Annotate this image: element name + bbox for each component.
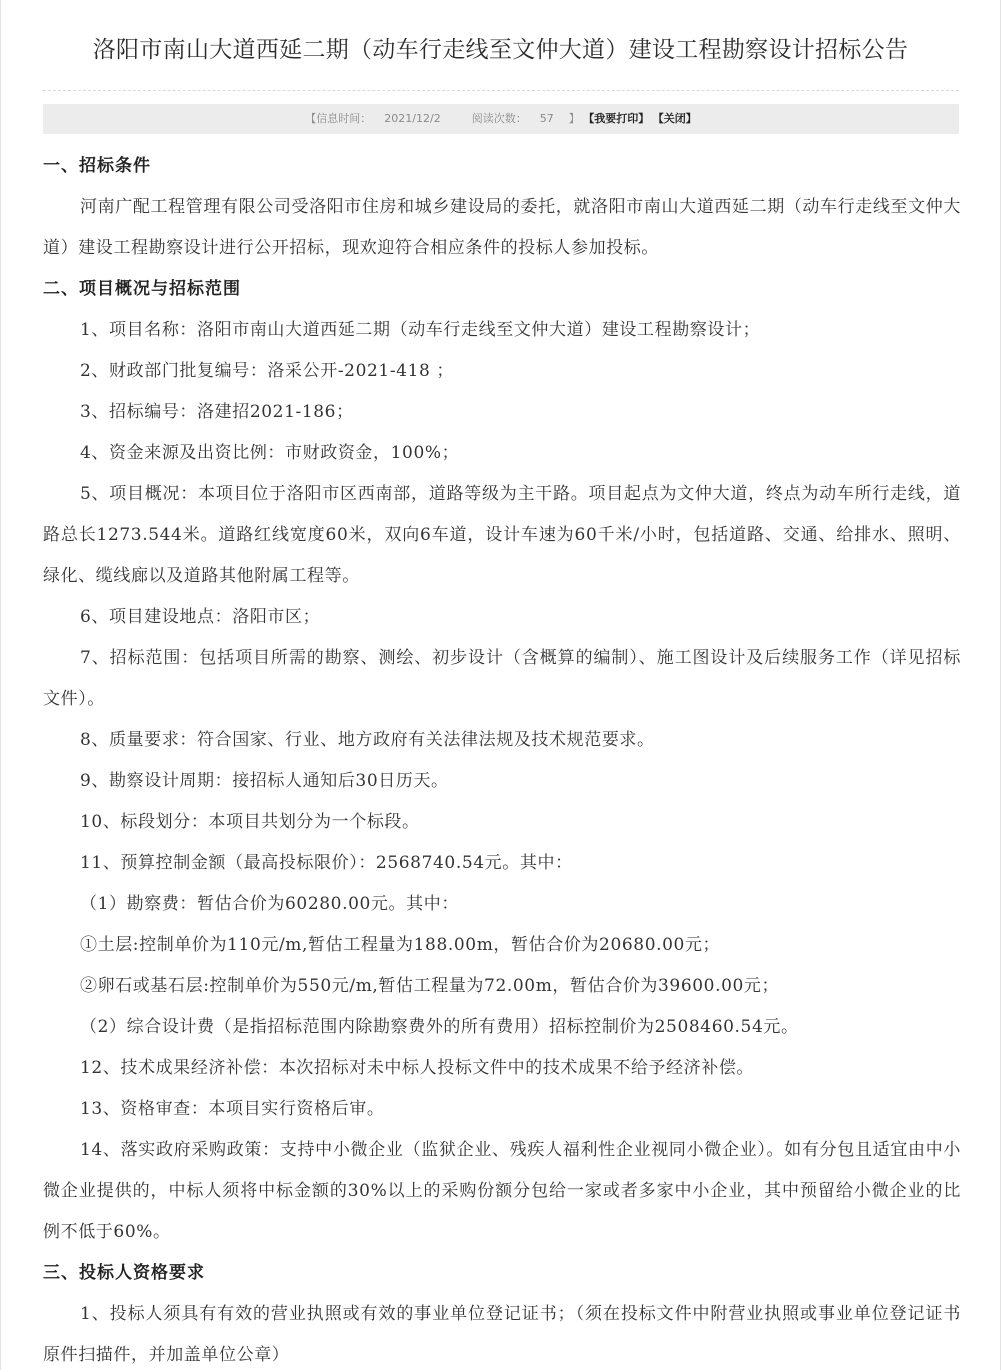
- section-2-item-8: 8、质量要求：符合国家、行业、地方政府有关法律法规及技术规范要求。: [80, 730, 655, 750]
- section-heading-3: 三、投标人资格要求: [43, 1263, 205, 1283]
- section-2-item-10: 10、标段划分：本项目共划分为一个标段。: [80, 812, 420, 832]
- page-title: 洛阳市南山大道西延二期（动车行走线至文仲大道）建设工程勘察设计招标公告: [92, 37, 909, 63]
- title-divider: [43, 90, 959, 91]
- article-content: [43, 146, 961, 1372]
- section-2-item-1: 1、项目名称：洛阳市南山大道西延二期（动车行走线至文仲大道）建设工程勘察设计；: [80, 320, 761, 340]
- section-2-item-2: 2、财政部门批复编号：洛采公开-2021-418 ；: [80, 361, 455, 381]
- section-2-item-7: 7、招标范围：包括项目所需的勘察、测绘、初步设计（含概算的编制）、施工图设计及后续服务工作（详见招标文件）。: [43, 648, 961, 709]
- info-read-label: 阅读次数：: [471, 112, 527, 125]
- section-2-item-6: 6、项目建设地点：洛阳市区；: [80, 607, 321, 627]
- section-2-item-11: 11、预算控制金额（最高投标限价）：2568740.54元。其中：: [80, 853, 573, 873]
- section-2-item-5: 5、项目概况：本项目位于洛阳市区西南部，道路等级为主干路。项目起点为文仲大道，终点为动车所行走线，道路总长1273.544米。道路红线宽度60米，双向6车道，设计车速为60千米/小时，包括道路、交通、给排水、照明、绿化、缆线廊以及道路其他附属工程等。: [43, 484, 961, 586]
- section-heading-2: 二、项目概况与招标范围: [43, 279, 241, 299]
- section-3-item-1: 1、投标人须具有有效的营业执照或有效的事业单位登记证书；（须在投标文件中附营业执照或事业单位登记证书原件扫描件，并加盖单位公章）: [43, 1304, 961, 1365]
- section-2-item-11-2: （2）综合设计费（是指招标范围内除勘察费外的所有费用）招标控制价为2508460.54元。: [80, 1017, 799, 1037]
- section-2-item-11-1-a: ①土层:控制单价为110元/m,暂估工程量为188.00m，暂估合价为20680.00元；: [80, 935, 721, 955]
- section-2-item-13: 13、资格审查：本项目实行资格后审。: [80, 1099, 385, 1119]
- info-read-value: 57: [539, 112, 554, 125]
- section-2-item-11-1: （1）勘察费：暂估合价为60280.00元。其中：: [80, 894, 459, 914]
- section-heading-1: 一、招标条件: [43, 156, 151, 176]
- section-2-item-9: 9、勘察设计周期：接招标人通知后30日历天。: [80, 771, 449, 791]
- close-link[interactable]: 【关闭】: [652, 112, 697, 125]
- section-2-item-3: 3、招标编号：洛建招2021-186；: [80, 402, 354, 422]
- info-close-bracket: 】: [568, 112, 580, 125]
- section-1-paragraph: 河南广配工程管理有限公司受洛阳市住房和城乡建设局的委托，就洛阳市南山大道西延二期（动车行走线至文仲大道）建设工程勘察设计进行公开招标，现欢迎符合相应条件的投标人参加投标。: [43, 197, 961, 258]
- info-time-value: 2021/12/2: [384, 112, 441, 125]
- info-bar: [43, 104, 959, 134]
- section-2-item-14: 14、落实政府采购政策：支持中小微企业（监狱企业、残疾人福利性企业视同小微企业）。如有分包且适宜由中小微企业提供的，中标人须将中标金额的30%以上的采购份额分包给一家或者多家中小企业，其中预留给小微企业的比例不低于60%。: [43, 1140, 961, 1242]
- print-link[interactable]: 【我要打印】: [583, 112, 650, 125]
- info-time-label: 【信息时间：: [305, 112, 372, 125]
- section-2-item-11-1-b: ②卵石或基石层:控制单价为550元/m,暂估工程量为72.00m，暂估合价为39600.00元；: [80, 976, 780, 996]
- section-2-item-4: 4、资金来源及出资比例：市财政资金，100%；: [80, 443, 460, 463]
- section-2-item-12: 12、技术成果经济补偿：本次招标对未中标人投标文件中的技术成果不给予经济补偿。: [80, 1058, 755, 1078]
